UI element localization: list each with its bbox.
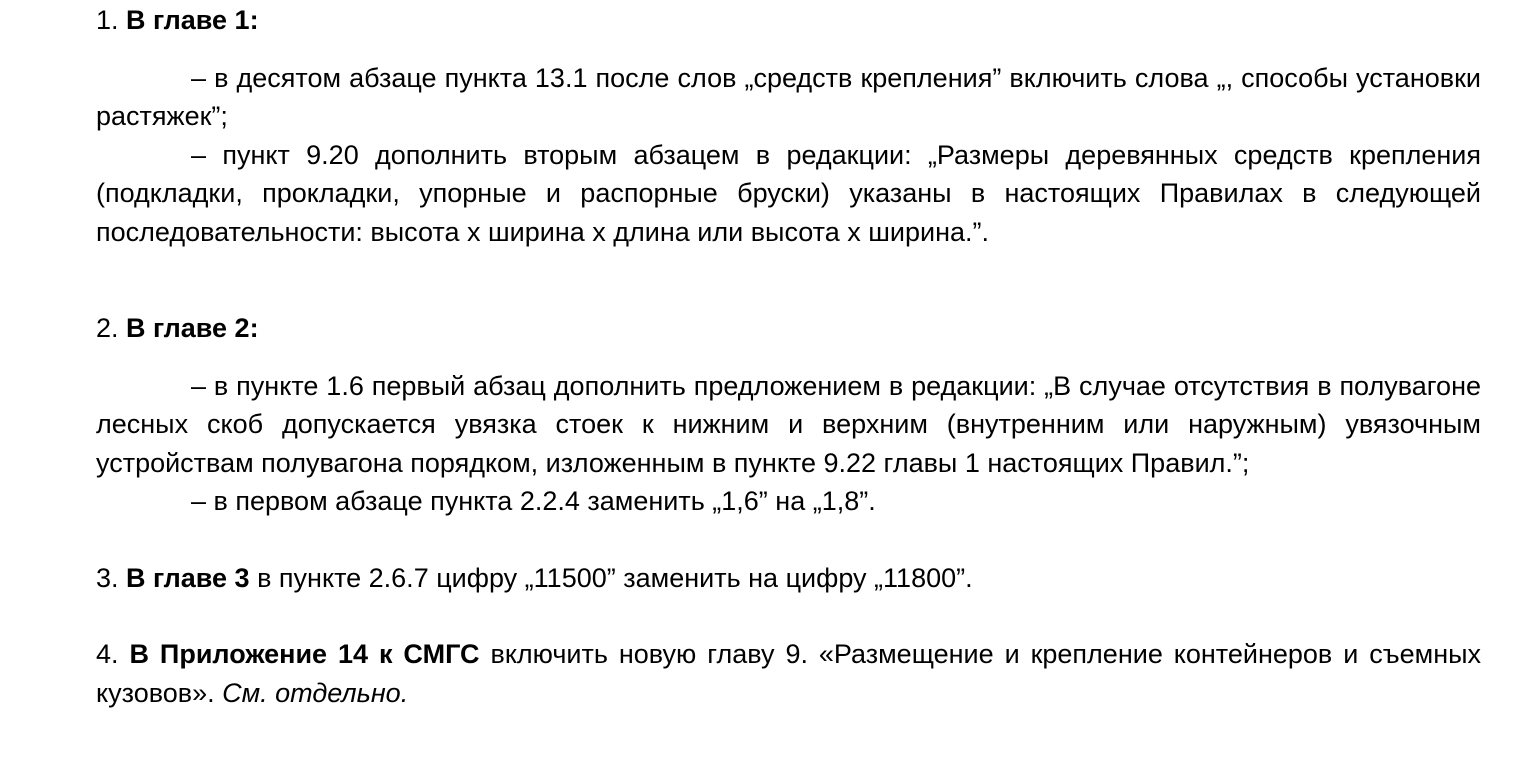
section-3-text: в пункте 2.6.7 цифру „11500” заменить на цифру „11800”.	[249, 562, 973, 593]
section-4-text: включить новую главу 9. «Размещение и крепление контейнеров и съемных кузовов».	[96, 639, 1482, 708]
section-3-title: В главе 3	[126, 562, 250, 593]
section-2-item-2: – в первом абзаце пункта 2.2.4 заменить „1,6” на „1,8”.	[191, 486, 876, 516]
section-4-number: 4.	[96, 639, 119, 669]
section-4-note: См. отдельно.	[222, 677, 409, 708]
section-1-item-1: – в десятом абзаце пункта 13.1 после слов „средств крепления” включить слова „, способы установки растяжек”;	[96, 62, 1481, 131]
section-2-title: В главе 2:	[126, 313, 259, 343]
section-2-heading	[96, 309, 1481, 348]
section-2-item-1: – в пункте 1.6 первый абзац дополнить предложением в редакции: „В случае отсутствия в полувагоне лесных скоб допускается увязка стоек к нижним и верхним (внутренним или наружным) увязочным устройствам полувагона порядком, изложенным в пункте 9.22 главы 1 настоящих Правил.”;	[96, 370, 1481, 478]
section-2-number: 2.	[96, 313, 119, 343]
document-body	[96, 1, 1481, 712]
section-1-number: 1.	[96, 5, 119, 35]
section-1-heading	[96, 1, 1481, 40]
section-3	[96, 559, 1481, 598]
section-1-title: В главе 1:	[126, 5, 259, 35]
section-4	[96, 635, 1481, 712]
section-4-title: В Приложение 14 к СМГС	[129, 639, 480, 669]
section-3-number: 3.	[96, 562, 119, 593]
section-1	[96, 1, 1481, 251]
section-2	[96, 309, 1481, 521]
section-1-item-2: – пункт 9.20 дополнить вторым абзацем в редакции: „Размеры деревянных средств крепления (подкладки, прокладки, упорные и распорные бруски) указаны в настоящих Правилах в следующей последовательности: высота х ширина х длина или высота х ширина.”.	[96, 139, 1481, 247]
